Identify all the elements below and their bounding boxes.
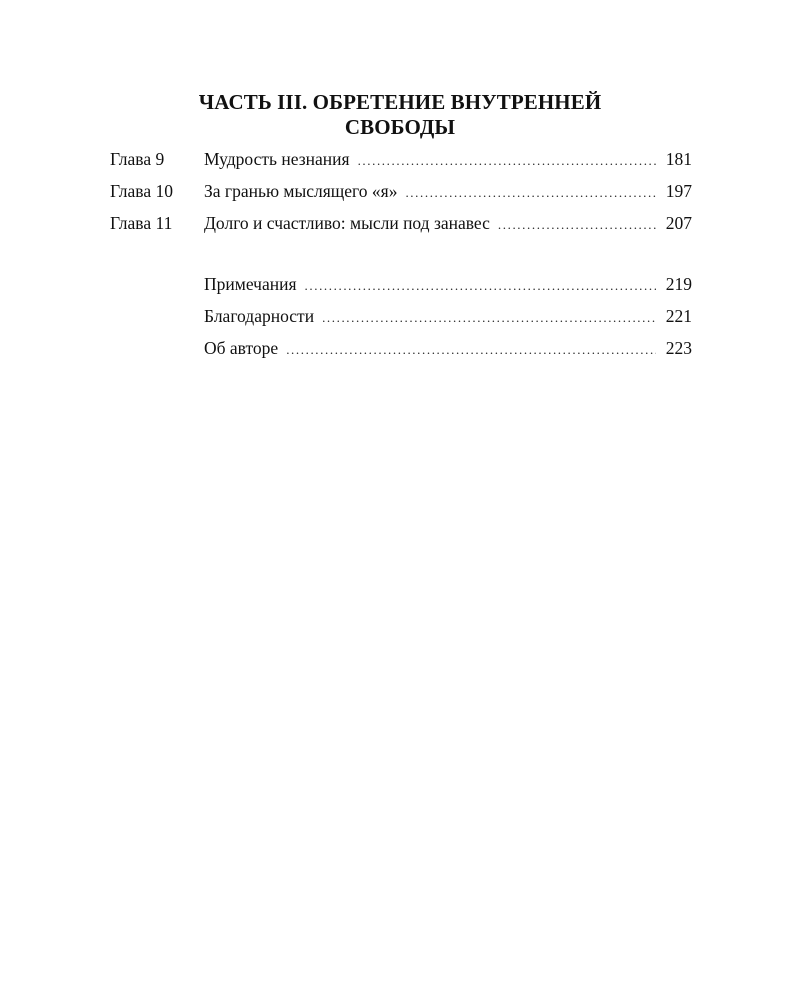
chapter-title: Мудрость незнания <box>204 149 350 169</box>
part-title <box>110 90 690 140</box>
page-number: 207 <box>665 213 692 233</box>
toc-entry-acknowledgments[interactable] <box>110 304 692 328</box>
dot-leader <box>322 306 656 330</box>
entry-title: Примечания <box>204 274 297 294</box>
toc-entry-chapter-11[interactable] <box>110 211 692 235</box>
part-title-line-1: ЧАСТЬ III. ОБРЕТЕНИЕ ВНУТРЕННЕЙ <box>198 90 602 114</box>
entry-title: Благодарности <box>204 306 315 326</box>
page-number: 221 <box>665 306 692 326</box>
dot-leader <box>305 274 656 298</box>
page-number: 181 <box>665 149 692 169</box>
page-number: 219 <box>665 274 692 294</box>
page-number: 197 <box>665 181 692 201</box>
dot-leader <box>498 213 656 237</box>
dot-leader <box>358 149 656 173</box>
entry-title: Об авторе <box>204 338 279 358</box>
part-title-line-2: СВОБОДЫ <box>344 115 456 139</box>
chapter-label: Глава 10 <box>110 181 173 201</box>
page-number: 223 <box>665 338 692 358</box>
chapter-title: Долго и счастливо: мысли под занавес <box>204 213 490 233</box>
chapter-label: Глава 9 <box>110 149 165 169</box>
dot-leader <box>405 181 655 205</box>
toc-entry-chapter-9[interactable] <box>110 147 692 171</box>
dot-leader <box>286 338 656 362</box>
toc-entry-notes[interactable] <box>110 272 692 296</box>
chapter-label: Глава 11 <box>110 213 173 233</box>
toc-entry-chapter-10[interactable] <box>110 179 692 203</box>
toc-entry-about-author[interactable] <box>110 336 692 360</box>
chapter-title: За гранью мыслящего «я» <box>204 181 398 201</box>
